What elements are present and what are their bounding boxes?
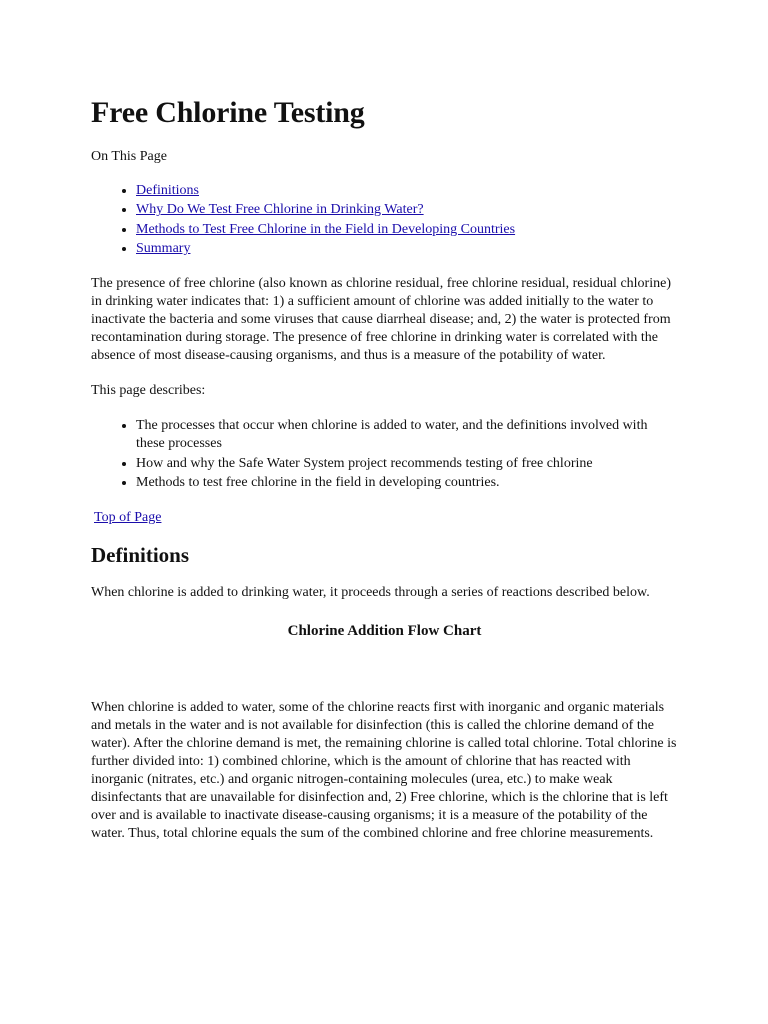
list-item: • Methods to test free chlorine in the field in developing countries. [136, 474, 678, 492]
toc-link-methods[interactable]: Methods to Test Free Chlorine in the Field in Developing Countries [136, 221, 516, 237]
definitions-heading: Definitions [91, 542, 190, 567]
page-title: Free Chlorine Testing [91, 96, 365, 129]
definitions-body: When chlorine is added to water, some of the chlorine reacts first with inorganic and organic materials and metals in the water and is not available for disinfection (this is called the chlorine demand of the water). After the chlorine demand is met, the remaining chlorine is called total chlorine. Total chlorine is further divided into: 1) combined chlorine, which is the amount of chlorine that has reacted with inorganic (nitrates, etc.) and organic nitrogen-containing molecules (urea, etc.) to make weak disinfectants that are unavailable for disinfection and, 2) Free chlorine, which is the chlorine that is left over and is available to inactivate disease-causing organisms; it is a measure of the potability of the water. Thus, total chlorine equals the sum of the combined chlorine and free chlorine measurements. [91, 699, 677, 841]
on-this-page-label: On This Page [91, 149, 167, 164]
top-of-page-link[interactable]: Top of Page [94, 509, 162, 525]
toc-item [136, 240, 678, 258]
toc-item [136, 221, 678, 239]
toc-link-why-test[interactable]: Why Do We Test Free Chlorine in Drinking Water? [136, 202, 424, 218]
intro-paragraph: The presence of free chlorine (also known as chlorine residual, free chlorine residual, residual chlorine) in drinking water indicates that: 1) a sufficient amount of chlorine was added initially to the water to inactivate the bacteria and some viruses that cause diarrheal disease; and, 2) the water is protected from recontamination during storage. The presence of free chlorine in drinking water is correlated with the absence of most disease-causing organisms, and thus is a measure of the potability of water. [91, 276, 671, 364]
toc-item [136, 201, 678, 219]
toc-link-summary[interactable]: Summary [136, 241, 191, 257]
table-of-contents [91, 182, 678, 258]
describes-label: This page describes: [91, 383, 206, 399]
top-of-page-container [94, 509, 678, 527]
definitions-intro: When chlorine is added to drinking water, it proceeds through a series of reactions described below. [91, 584, 650, 600]
flow-chart-placeholder [91, 641, 678, 699]
list-item: • How and why the Safe Water System project recommends testing of free chlorine [136, 455, 678, 473]
describes-list [91, 417, 678, 492]
list-item: • The processes that occur when chlorine is added to water, and the definitions involved with these processes [136, 417, 678, 453]
flow-chart-title: Chlorine Addition Flow Chart [287, 622, 482, 639]
toc-item [136, 182, 678, 200]
toc-link-definitions[interactable]: Definitions [136, 183, 199, 198]
